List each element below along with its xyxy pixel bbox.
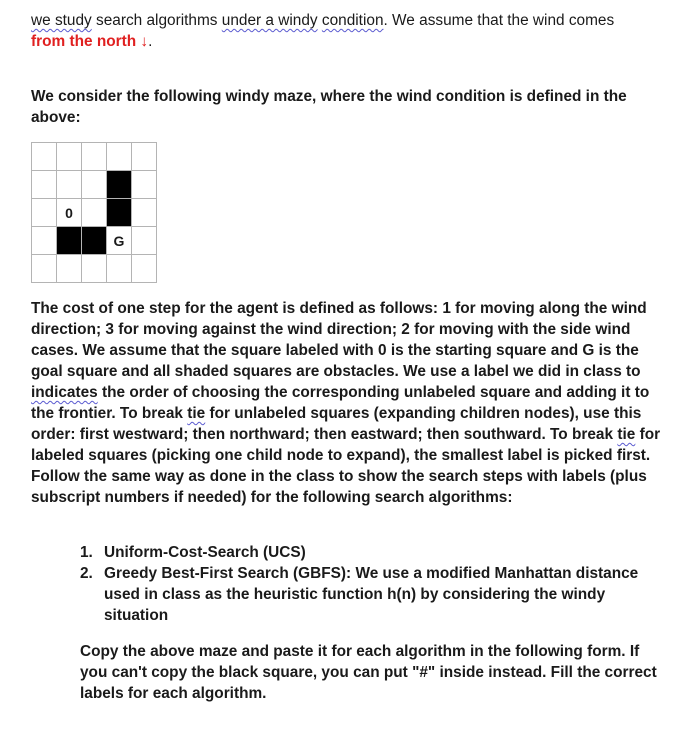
algorithm-text: Greedy Best-First Search (GBFS): We use a modified Manhattan distance used in class as the heuristic function h(n) by considering the windy situation bbox=[104, 565, 639, 624]
maze-cell bbox=[82, 143, 107, 171]
maze-cell bbox=[32, 199, 57, 227]
windy-maze-grid bbox=[31, 142, 157, 283]
maze-row bbox=[32, 171, 157, 199]
list-number: 1. bbox=[80, 544, 93, 561]
maze-cell bbox=[57, 255, 82, 283]
maze-cell bbox=[32, 227, 57, 255]
cost-text-indicates: indicates bbox=[31, 384, 98, 401]
obstacle-square bbox=[107, 199, 132, 227]
maze-cell bbox=[132, 227, 157, 255]
cost-text-3: for unlabeled squares (expanding children nodes), use this order: first westward; then northward; then eastward; then southward. To break bbox=[31, 405, 642, 443]
maze-cell bbox=[107, 255, 132, 283]
algorithm-item-ucs bbox=[80, 542, 660, 563]
maze-row bbox=[32, 199, 157, 227]
maze-row bbox=[32, 227, 157, 255]
algorithm-text: Uniform-Cost-Search (UCS) bbox=[104, 544, 306, 561]
maze-cell bbox=[132, 171, 157, 199]
intro-paragraph bbox=[31, 10, 661, 52]
maze-row bbox=[32, 255, 157, 283]
intro-text-3: under a windy bbox=[221, 12, 318, 29]
maze-intro-text: We consider the following windy maze, where the wind condition is defined in the above: bbox=[31, 88, 627, 126]
start-square: 0 bbox=[57, 199, 82, 227]
maze-cell bbox=[82, 171, 107, 199]
cost-text-2: the order of choosing the corresponding unlabeled square and adding it to the frontier. To break bbox=[31, 384, 650, 422]
intro-text-6: . We assume that the wind comes bbox=[383, 12, 615, 29]
maze-cell bbox=[32, 171, 57, 199]
list-number: 2. bbox=[80, 565, 93, 582]
maze-cell bbox=[132, 143, 157, 171]
maze-cell bbox=[32, 255, 57, 283]
intro-text-1: we study bbox=[31, 12, 92, 29]
obstacle-square bbox=[57, 227, 82, 255]
obstacle-square bbox=[107, 171, 132, 199]
copy-instructions: Copy the above maze and paste it for each algorithm in the following form. If you can't copy the black square, you can put "#" inside instead. Fill the correct labels for each algorithm. bbox=[80, 643, 657, 702]
maze-cell bbox=[57, 143, 82, 171]
maze-cell bbox=[32, 143, 57, 171]
maze-cell bbox=[82, 255, 107, 283]
obstacle-square bbox=[82, 227, 107, 255]
wind-direction-text: from the north ↓ bbox=[31, 33, 149, 50]
intro-end: . bbox=[148, 33, 153, 50]
algorithm-item-gbfs bbox=[80, 563, 660, 626]
intro-text-5: condition bbox=[321, 12, 384, 29]
cost-text-4: for labeled squares (picking one child node to expand), the smallest label is picked first. Follow the same way as done in the class to show the search steps with labels (plus subscript numbers if needed) for the following search algorithms: bbox=[31, 426, 661, 506]
cost-text-tie-1: tie bbox=[187, 405, 206, 422]
goal-square: G bbox=[107, 227, 132, 255]
maze-cell bbox=[132, 255, 157, 283]
cost-text-tie-2: tie bbox=[617, 426, 636, 443]
maze-cell bbox=[107, 143, 132, 171]
intro-text-2: search algorithms bbox=[91, 12, 222, 29]
cost-description bbox=[31, 298, 661, 508]
maze-cell bbox=[57, 171, 82, 199]
algorithm-list bbox=[80, 542, 660, 626]
cost-text-1: The cost of one step for the agent is defined as follows: 1 for moving along the wind direction; 3 for moving against the wind direction; 2 for moving with the side wind cases. We assume that the square labeled with 0 is the starting square and G is the goal square and all shaded squares are obstacles. We use a label we did in class to bbox=[31, 300, 647, 380]
maze-row bbox=[32, 143, 157, 171]
maze-cell bbox=[132, 199, 157, 227]
maze-cell bbox=[82, 199, 107, 227]
